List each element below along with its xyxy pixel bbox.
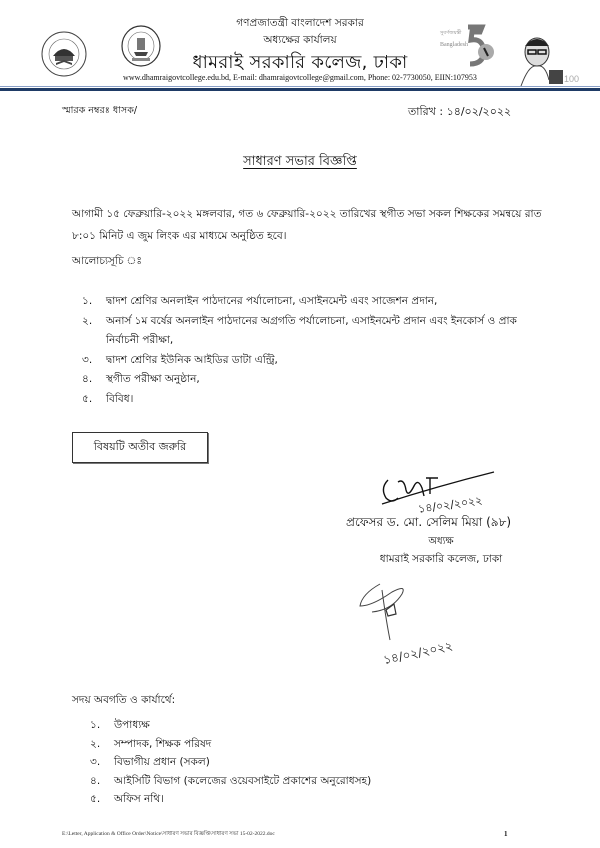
office-name: অধ্যক্ষের কার্যালয় (263, 34, 337, 46)
agenda-item-text: দ্বাদশ শ্রেণির ইউনিক আইডির ডাটা এন্ট্রি, (106, 353, 278, 366)
agenda-label: আলোচ্যসূচি ঃ (72, 255, 142, 267)
footer-file-path: E:\Letter, Application & Office Order\Notice\সাধারণ সভার বিজ্ঞপ্তি\সাধারণ সভা 15-02-2022.doc (62, 831, 275, 837)
agenda-list (82, 292, 552, 409)
agenda-item-number: ৪. (82, 373, 93, 385)
agenda-item-number: ৩. (82, 353, 93, 366)
principal-title: অধ্যক্ষ (428, 536, 454, 547)
distribution-item-number: ৩. (90, 756, 101, 768)
government-name: গণপ্রজাতন্ত্রী বাংলাদেশ সরকার (236, 17, 364, 29)
notice-title: সাধারণ সভার বিজ্ঞপ্তি (243, 154, 357, 169)
bangladesh-50-text: Bangladesh (440, 42, 468, 48)
notice-paragraph: আগামী ১৫ ফেব্রুয়ারি-২০২২ মঙ্গলবার, গত ৬ ফেব্রুয়ারি-২০২২ তারিখের স্থগীত সভা সকল শিক্ষকের সমন্বয়ে রাত ৮:০১ মিনিট এ জুম লিংক এর মাধ্যমে অনুষ্ঠিত হবে। (72, 208, 542, 242)
second-signature-date: ১৪/০২/২০২২ (382, 638, 454, 667)
urgent-notice-box (72, 432, 208, 463)
header-rule-thin (0, 86, 600, 87)
distribution-item-text: অফিস নথি। (114, 793, 164, 805)
agenda-item-text: বিবিধ। (106, 392, 134, 405)
principal-name: প্রফেসর ড. মো. সেলিম মিয়া (৯৮) (346, 515, 512, 529)
distribution-item (90, 772, 371, 791)
distribution-item (90, 753, 371, 772)
distribution-item (90, 716, 371, 735)
distribution-item-text: সম্পাদক, শিক্ষক পরিষদ (114, 737, 212, 750)
distribution-list (90, 716, 371, 809)
agenda-item (82, 370, 552, 390)
distribution-item-text: আইসিটি বিভাগ (কলেজের ওয়েবসাইটে প্রকাশের অনুরোধসহ) (114, 774, 372, 787)
distribution-item (90, 790, 371, 809)
agenda-item-number: ৫. (82, 392, 93, 405)
footer-page-number: 1 (504, 830, 508, 838)
distribution-item (90, 735, 371, 754)
distribution-item-number: ৪. (90, 774, 101, 787)
principal-signature (378, 468, 508, 520)
svg-text:সুবর্ণজয়ন্তী: সুবর্ণজয়ন্তী (440, 30, 462, 36)
principal-organization: ধামরাই সরকারি কলেজ, ঢাকা (379, 553, 503, 565)
header-rule-thick (0, 88, 600, 91)
agenda-item (82, 390, 552, 410)
distribution-item-text: উপাধ্যক্ষ (114, 719, 150, 731)
agenda-item-text: অনার্স ১ম বর্ষের অনলাইন পাঠদানের অগ্রগতি পর্যালোচনা, এসাইনমেন্ট প্রদান এবং ইনকোর্স ও প্রাক নির্বাচনী পরীক্ষা, (106, 314, 517, 346)
distribution-item-number: ১. (90, 719, 101, 731)
agenda-item-text: স্থগীত পরীক্ষা অনুষ্ঠান, (106, 373, 200, 385)
contact-info: www.dhamraigovtcollege.edu.bd, E-mail: dhamraigovtcollege@gmail.com, Phone: 02-7730050, EIIN:107953 (123, 73, 477, 82)
second-signature (352, 580, 472, 674)
principal-signature-date: ১৪/০২/২০২২ (417, 493, 484, 516)
agenda-item (82, 292, 552, 312)
agenda-item-number: ১. (82, 295, 93, 307)
agenda-item-text: দ্বাদশ শ্রেণির অনলাইন পাঠদানের পর্যালোচনা, এসাইনমেন্ট এবং সাজেশন প্রদান, (106, 295, 438, 307)
agenda-item (82, 351, 552, 371)
urgent-notice-text: বিষয়টি অতীব জরুরি (93, 440, 187, 453)
distribution-item-text: বিভাগীয় প্রধান (সকল) (114, 756, 210, 768)
distribution-label: সদয় অবগতি ও কার্যার্থে: (72, 694, 176, 706)
agenda-item (82, 312, 552, 351)
college-name: ধামরাই সরকারি কলেজ, ঢাকা (192, 52, 408, 73)
distribution-item-number: ২. (90, 737, 101, 750)
agenda-item-number: ২. (82, 314, 93, 327)
distribution-item-number: ৫. (90, 793, 101, 805)
issue-date: তারিখ : ১৪/০২/২০২২ (408, 105, 512, 118)
memo-number: স্মারক নম্বরঃ ধাসক/ (62, 105, 138, 116)
svg-text:100: 100 (564, 74, 580, 84)
